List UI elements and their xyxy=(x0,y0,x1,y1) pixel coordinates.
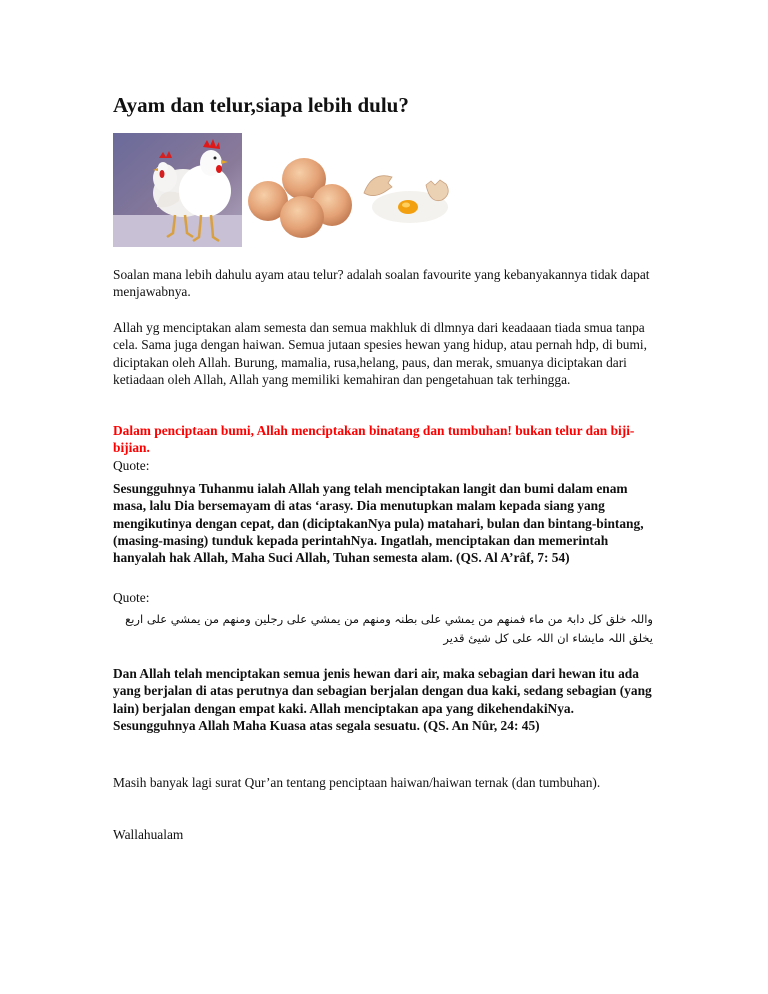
cracked-egg-image xyxy=(360,165,456,227)
quote-label: Quote: xyxy=(113,590,150,605)
closing-text: Wallahualam xyxy=(113,827,184,842)
page-title: Ayam dan telur,siapa lebih dulu? xyxy=(113,93,409,117)
intro-paragraph: Soalan mana lebih dahulu ayam atau telur? adalah soalan favourite yang kebanyakannya tidak dapat menjawabnya. xyxy=(113,267,650,300)
quote-text: Sesungguhnya Tuhanmu ialah Allah yang telah menciptakan langit dan bumi dalam enam masa, lalu Dia bersemayam di atas ‘arasy. Dia menutupkan malam kepada siang yang mengikutinya dengan cepat, dan (diciptakanNya pula) matahari, bulan dan bintang-bintang, (masing-masing) tunduk kepada perintahNya. Ingatlah, menciptakan dan memerintah hanyalah hak Allah, Maha Suci Allah, Tuhan semesta alam. (QS. Al A’râf, 7: 54) xyxy=(113,481,644,566)
arabic-verse: واللہ خلق كل دابۃ من ماء فمنھم من يمشي على بطنہ ومنھم من يمشي على رجلين ومنھم من يمشي على اربع يخلق اللہ مايشاء ان اللہ على كل شيئ قدير xyxy=(125,612,653,645)
red-heading: Dalam penciptaan bumi, Allah menciptakan binatang dan tumbuhan! bukan telur dan biji-bijian. xyxy=(113,423,635,456)
quote-text: Dan Allah telah menciptakan semua jenis hewan dari air, maka sebagian dari hewan itu ada yang berjalan di atas perutnya dan sebagian berjalan dengan dua kaki, sedang sebagian (yang lain) berjalan dengan empat kaki. Allah menciptakan apa yang dikehendakiNya. Sesungguhnya Allah Maha Kuasa atas segala sesuatu. (QS. An Nûr, 24: 45) xyxy=(113,666,652,733)
chickens-image xyxy=(113,133,242,247)
quote-label: Quote: xyxy=(113,458,150,473)
eggs-image xyxy=(246,157,354,239)
allah-paragraph: Allah yg menciptakan alam semesta dan semua makhluk di dlmnya dari keadaaan tiada smua tanpa cela. Sama juga dengan haiwan. Semua jutaan spesies hewan yang hidup, atau pernah hdp, di bumi, diciptakan oleh Allah. Burung, mamalia, rusa,helang, paus, dan merak, smuanya diciptakan dari ketiadaan oleh Allah, Allah yang memiliki kemahiran dan pengetahuan tak terhingga. xyxy=(113,320,647,387)
more-paragraph: Masih banyak lagi surat Qur’an tentang penciptaan haiwan/haiwan ternak (dan tumbuhan). xyxy=(113,775,601,790)
